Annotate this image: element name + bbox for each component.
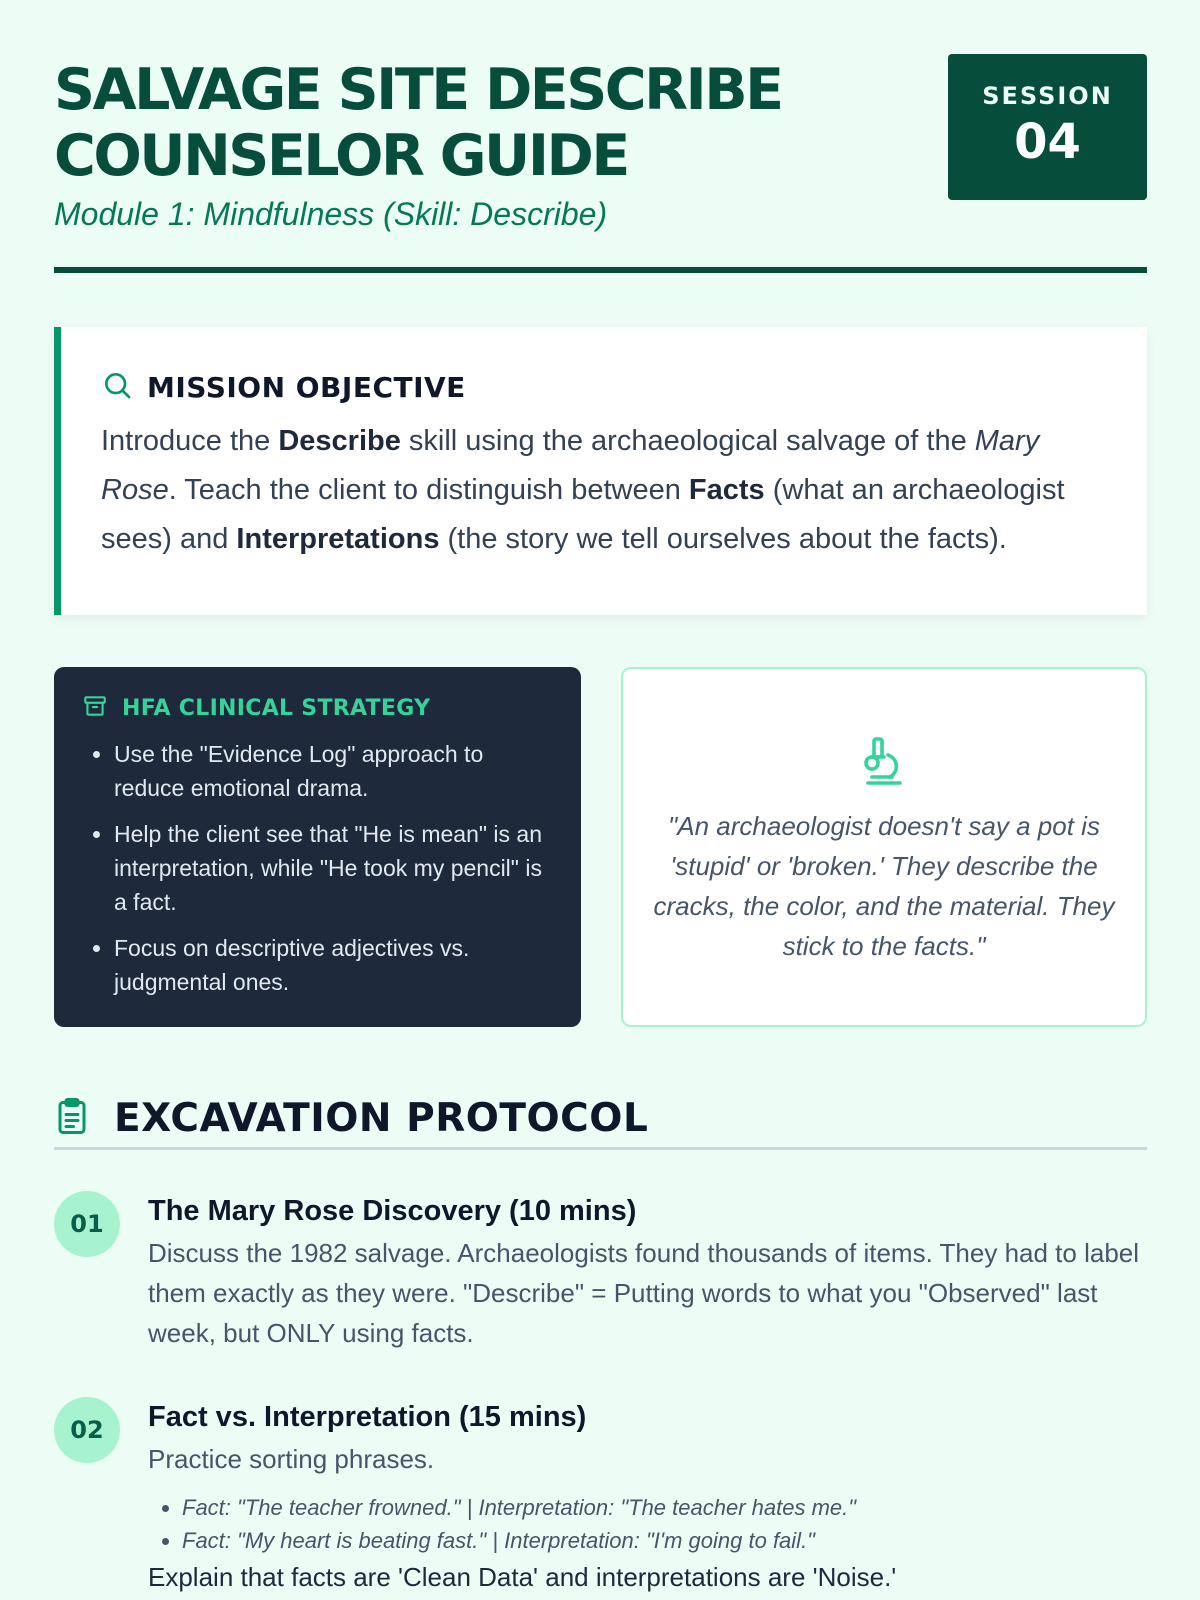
example-list [148,1491,1148,1557]
mission-title: MISSION OBJECTIVE [147,370,466,404]
search-icon [101,369,147,406]
strategy-item: • Help the client see that "He is mean" is an interpretation, while "He took my pencil" is a fact. [114,817,553,919]
clinical-strategy-card [54,667,581,1027]
session-label: SESSION [982,82,1113,110]
quote-text: "An archaeologist doesn't say a pot is 'stupid' or 'broken.' They describe the cracks, the color, and the material. They stick to the facts." [653,811,1115,961]
mission-term-describe: Describe [278,425,401,457]
protocol-divider [54,1147,1147,1150]
archaeologist-quote-card [621,667,1147,1027]
step-number-badge: 01 [54,1191,120,1257]
strategy-item: • Focus on descriptive adjectives vs. judgmental ones. [114,931,553,999]
mission-term-facts: Facts [688,474,765,506]
clipboard-icon [54,1096,114,1141]
session-number: 04 [1014,114,1081,170]
step-body [148,1191,1148,1353]
title-line-1: SALVAGE SITE DESCRIBE [54,57,782,123]
header-divider [54,267,1147,273]
mission-ship-name: Mary Rose [101,425,1040,506]
strategy-item: • Use the "Evidence Log" approach to reduce emotional drama. [114,737,553,805]
protocol-title: EXCAVATION PROTOCOL [114,1095,649,1141]
mission-term-interpretations: Interpretations [236,523,440,555]
step-title: The Mary Rose Discovery (10 mins) [148,1195,637,1227]
guide-page [54,0,1147,1592]
title-line-2: COUNSELOR GUIDE [54,123,628,189]
mission-text-part: (what an archaeologist sees) and [101,474,1065,555]
page-title [54,57,874,189]
step-body [148,1397,1148,1597]
mission-header [101,367,1107,407]
mission-text-part: skill using the archaeological salvage of the [400,425,975,457]
step-description: Practice sorting phrases. [148,1444,435,1474]
step-title: Fact vs. Interpretation (15 mins) [148,1401,587,1433]
mission-text-part: (the story we tell ourselves about the facts). [439,523,1007,555]
step-footer-note: Explain that facts are 'Clean Data' and interpretations are 'Noise.' [148,1562,897,1592]
archive-icon [82,693,122,724]
microscope-icon [860,774,908,791]
mission-objective-card [54,327,1147,615]
mission-text [101,417,1107,564]
mission-text-part: . Teach the client to distinguish between [168,474,689,506]
example-item: • Fact: "The teacher frowned." | Interpretation: "The teacher hates me." [182,1491,1148,1524]
header [54,0,1147,275]
protocol-header [54,1086,1147,1150]
example-item: • Fact: "My heart is beating fast." | Interpretation: "I'm going to fail." [182,1524,1148,1557]
step-description: Discuss the 1982 salvage. Archaeologists found thousands of items. They had to label them exactly as they were. "Describe" = Putting words to what you "Observed" last week, but ONLY using facts. [148,1238,1140,1348]
strategy-title: HFA CLINICAL STRATEGY [122,695,431,721]
mission-text-part: Introduce the [101,425,279,457]
step-number-badge: 02 [54,1397,120,1463]
session-badge [948,54,1147,200]
strategy-header [82,693,553,723]
module-subtitle: Module 1: Mindfulness (Skill: Describe) [54,196,608,232]
strategy-list [82,737,553,999]
